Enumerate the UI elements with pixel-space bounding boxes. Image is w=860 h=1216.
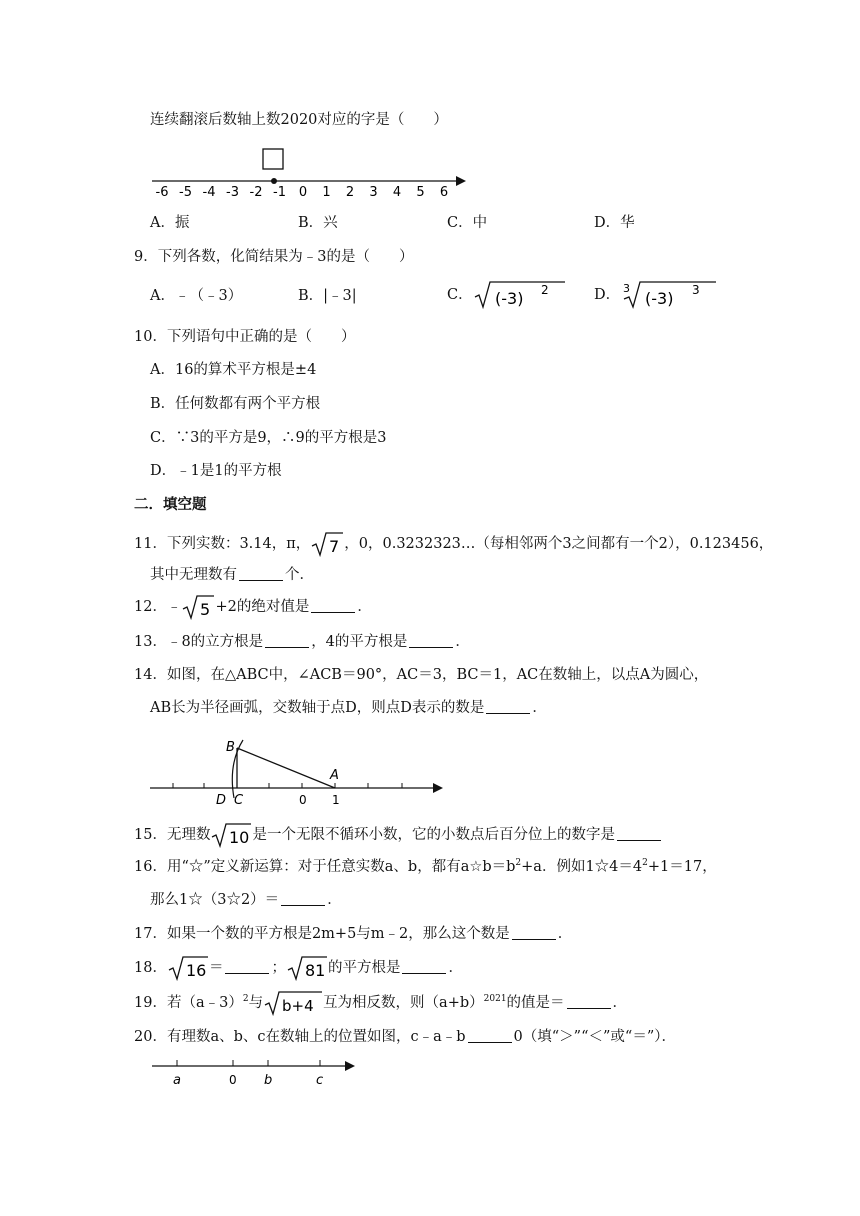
sqrt16-expression (167, 955, 209, 981)
q9-d-prefix: D． (594, 287, 621, 303)
axis-tick-label: -6 (155, 185, 169, 200)
q15-line (134, 822, 663, 848)
q8-option-c: C．中 (447, 215, 488, 231)
answer-blank[interactable] (311, 598, 355, 613)
label-one: 1 (332, 793, 340, 807)
q16-line2 (150, 890, 342, 910)
q9-c-exponent: 2 (540, 283, 549, 297)
dot-marker (271, 178, 277, 184)
label-d: D (216, 793, 227, 808)
axis-tick-label: 5 (416, 185, 425, 200)
q11-text-b: ，0，0.3232323…（每相邻两个3之间都有一个2），0.123456， (344, 536, 774, 552)
q16-sup2: 2 (642, 858, 648, 869)
q13-text-a: 13．﹣8的立方根是 (134, 634, 264, 650)
q11-text-c: 其中无理数有 (150, 567, 237, 583)
q19-text-a: 19．若（a﹣3） (134, 995, 243, 1011)
q16-text-c: +1＝17， (647, 859, 717, 875)
q13-text-c: ． (455, 634, 470, 650)
q12-radicand: 5 (200, 600, 211, 619)
q20-text-a: 20．有理数a、b、c在数轴上的位置如图，c﹣a﹣b (134, 1029, 466, 1045)
sqrt-b-plus-4-expression (263, 990, 323, 1016)
label-b: b (264, 1073, 273, 1088)
q18-radicand-1: 16 (185, 961, 207, 980)
q18-text-d: 的平方根是 (327, 960, 401, 976)
q15-text-a: 15．无理数 (134, 827, 211, 843)
q13-line (134, 632, 470, 652)
q18-text-a: 18． (134, 960, 167, 976)
q9-option-a: A．﹣（﹣3） (150, 288, 243, 304)
q16-text-a: 16．用“☆”定义新运算：对于任意实数a、b，都有a☆b＝b (134, 859, 516, 875)
q8-stem: 连续翻滚后数轴上数2020对应的字是（ ） (150, 112, 448, 128)
q20-line (134, 1027, 676, 1047)
q11-radicand: 7 (329, 537, 340, 556)
q11-text-d: 个． (285, 567, 314, 583)
q18-text-b: ＝ (208, 960, 224, 976)
q18-line (134, 955, 463, 981)
q17-text-a: 17．如果一个数的平方根是2m+5与m﹣2，那么这个数是 (134, 926, 510, 942)
axis-tick-label: -3 (226, 185, 239, 200)
sqrt81-expression (286, 955, 328, 981)
q9-option-b: B．|﹣3| (298, 288, 357, 304)
q18-radicand-2: 81 (304, 961, 326, 980)
sqrt10-expression (210, 822, 252, 848)
q14-triangle-figure (148, 732, 446, 808)
q17-text-b: ． (557, 926, 573, 942)
label-zero: 0 (229, 1073, 237, 1087)
q19-text-d: 的值是＝ (506, 995, 565, 1011)
q12-text-b: +2的绝对值是 (215, 599, 310, 615)
label-a: a (173, 1073, 181, 1088)
axis-tick-label: -2 (249, 185, 263, 200)
q19-text-e: ． (612, 995, 628, 1011)
section-heading: 二．填空题 (134, 496, 207, 513)
answer-blank[interactable] (468, 1028, 512, 1043)
q9-d-index: 3 (623, 282, 631, 295)
q16-text-d: 那么1☆（3☆2）＝ (150, 892, 280, 908)
axis-tick-label: 1 (322, 185, 331, 200)
answer-blank[interactable] (225, 959, 269, 974)
q14-text-a: AB长为半径画弧，交数轴于点D，则点D表示的数是 (150, 700, 485, 716)
q18-text-c: ； (271, 960, 286, 976)
q11-line2 (150, 565, 314, 585)
q9-d-radicand: (-3) (645, 289, 674, 308)
q11-line1 (134, 531, 773, 557)
q9-option-c (447, 280, 565, 310)
q16-line1 (134, 857, 717, 877)
q12-text-c: ． (357, 599, 372, 615)
q19-text-b: 与 (248, 995, 264, 1011)
q20-text-b: 0（填“＞”“＜”或“＝”）． (513, 1029, 676, 1045)
axis-tick-label: -5 (179, 185, 192, 200)
q8-option-a: A．振 (150, 215, 190, 231)
axis-tick-label: 2 (345, 185, 355, 200)
q13-text-b: ，4的平方根是 (311, 634, 408, 650)
axis-tick-label: -4 (202, 185, 216, 200)
label-a: A (330, 768, 339, 783)
q10-option-c: C．∵3的平方是9，∴9的平方根是3 (150, 430, 387, 446)
q16-sup: 2 (515, 858, 522, 869)
q10-stem: 10．下列语句中正确的是（ ） (134, 329, 356, 345)
q19-radicand: b+4 (282, 997, 314, 1015)
q20-number-line-figure (150, 1056, 360, 1092)
cube-root-expression (620, 280, 720, 310)
q12-line (134, 594, 372, 620)
q14-line1: 14．如图，在△ABC中，∠ACB＝90°，AC＝3，BC＝1，AC在数轴上，以点A为圆心， (134, 667, 709, 683)
q10-option-a: A．16的算术平方根是±4 (150, 362, 317, 378)
sqrt5-expression (181, 594, 215, 620)
q14-text-b: ． (532, 700, 547, 716)
q17-line (134, 924, 572, 944)
label-c: C (234, 793, 244, 808)
q9-d-exponent: 3 (692, 283, 700, 297)
axis-tick-label: 0 (298, 185, 308, 200)
q8-option-b: B．兴 (298, 215, 338, 231)
q15-radicand: 10 (229, 828, 250, 847)
sqrt7-expression (310, 531, 344, 557)
sqrt-expression (473, 280, 565, 310)
q12-text-a: 12．﹣ (134, 599, 182, 615)
q15-text-b: 是一个无限不循环小数，它的小数点后百分位上的数字是 (252, 827, 615, 843)
answer-blank[interactable] (512, 925, 556, 940)
q19-line (134, 990, 627, 1016)
answer-blank[interactable] (265, 633, 309, 648)
q11-text-a: 11．下列实数：3.14，π， (134, 536, 311, 552)
axis-tick-label: 6 (439, 185, 449, 200)
q14-line2 (150, 698, 547, 718)
label-c: c (316, 1073, 324, 1088)
q16-text-e: ． (327, 892, 342, 908)
q19-sup2: 2021 (483, 994, 507, 1005)
q8-number-line-figure (148, 140, 470, 204)
axis-tick-label: 4 (392, 185, 402, 200)
answer-blank[interactable] (617, 826, 661, 841)
q10-option-d: D．﹣1是1的平方根 (150, 463, 282, 479)
answer-blank[interactable] (281, 891, 325, 906)
axis-tick-label: -1 (273, 185, 286, 200)
q9-option-d (594, 280, 720, 310)
label-zero: 0 (299, 793, 307, 807)
answer-blank[interactable] (402, 959, 446, 974)
q9-stem: 9．下列各数，化简结果为﹣3的是（ ） (134, 249, 414, 265)
answer-blank[interactable] (239, 566, 283, 581)
q9-c-prefix: C． (447, 287, 473, 303)
q8-option-d: D．华 (594, 215, 635, 231)
q19-sup: 2 (242, 994, 249, 1005)
q10-option-b: B．任何数都有两个平方根 (150, 396, 321, 412)
answer-blank[interactable] (567, 994, 611, 1009)
q9-c-radicand: (-3) (494, 289, 524, 308)
q19-text-c: 互为相反数，则（a+b） (323, 995, 484, 1011)
answer-blank[interactable] (486, 699, 530, 714)
answer-blank[interactable] (409, 633, 453, 648)
q16-text-b: +a．例如1☆4＝4 (521, 859, 643, 875)
axis-tick-label: 3 (369, 185, 378, 200)
q18-text-e: ． (448, 960, 463, 976)
label-b: B (226, 740, 235, 755)
